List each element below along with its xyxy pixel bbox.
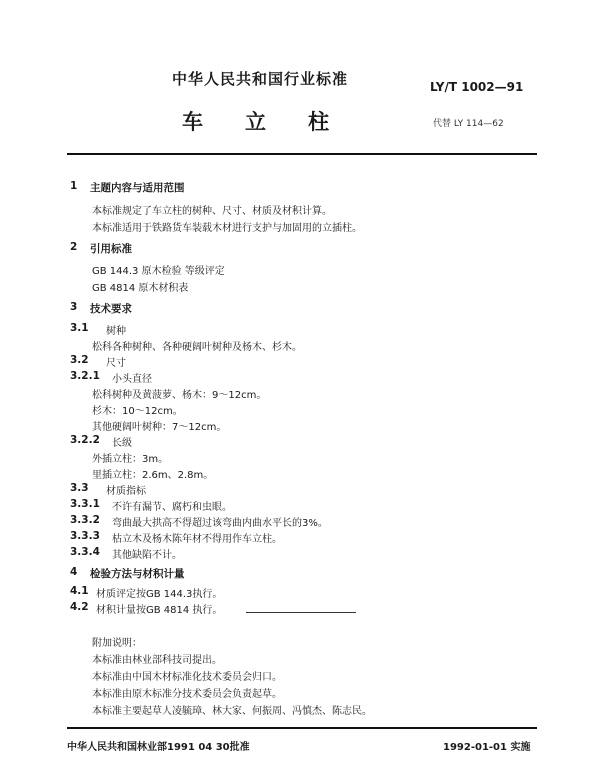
clause-4-1-text: 材质评定按GB 144.3执行。: [96, 589, 223, 600]
reference-gb-4814: GB 4814 原木材积表: [92, 283, 189, 294]
reference-gb-144-3: GB 144.3 原木检验 等级评定: [92, 266, 225, 277]
diameter-line-1: 松科树种及黄菠萝、杨木：9～12cm。: [92, 390, 267, 401]
clause-3-2-2-label: 长级: [112, 438, 132, 449]
clause-4-1-number: 4.1: [70, 585, 89, 597]
length-line-2: 里插立柱：2.6m、2.8m。: [92, 470, 214, 481]
notes-divider: [246, 612, 356, 613]
clause-3-3-4-text: 其他缺陷不计。: [112, 550, 182, 561]
clause-3-2-1-number: 3.2.1: [70, 370, 100, 382]
clause-4-2-text: 材积计量按GB 4814 执行。: [96, 605, 223, 616]
notes-line-2: 本标准由中国木材标准化技术委员会归口。: [92, 672, 282, 683]
diameter-line-3: 其他硬阔叶树种：7～12cm。: [92, 422, 227, 433]
section-1-para-1: 本标准规定了车立柱的树种、尺寸、材质及材积计算。: [92, 206, 332, 217]
clause-3-3-number: 3.3: [70, 482, 89, 494]
standard-code: LY/T 1002—91: [430, 80, 524, 94]
section-1-para-2: 本标准适用于铁路货车装载木材进行支护与加固用的立插柱。: [92, 223, 362, 234]
approval-date: 中华人民共和国林业部1991 04 30批准: [67, 742, 250, 753]
clause-3-1-text: 松科各种树种、各种硬阔叶树种及杨木、杉木。: [92, 342, 302, 353]
diameter-line-2: 杉木：10～12cm。: [92, 406, 183, 417]
section-3-title: 技术要求: [90, 303, 132, 315]
notes-line-3: 本标准由原木标准分技术委员会负责起草。: [92, 689, 282, 700]
length-line-1: 外插立柱：3m。: [92, 454, 169, 465]
clause-3-2-label: 尺寸: [106, 358, 126, 369]
section-2-number: 2: [70, 241, 78, 253]
clause-3-3-3-number: 3.3.3: [70, 530, 100, 542]
clause-3-3-3-text: 枯立木及杨木陈年材不得用作车立柱。: [112, 534, 282, 545]
standard-title: 中华人民共和国行业标准: [172, 70, 349, 88]
document-title: 车立柱: [182, 110, 371, 134]
clause-3-3-1-number: 3.3.1: [70, 498, 100, 510]
clause-3-2-1-label: 小头直径: [112, 374, 152, 385]
effective-date: 1992-01-01 实施: [443, 742, 531, 753]
clause-3-3-1-text: 不许有漏节、腐朽和虫眼。: [112, 502, 232, 513]
clause-3-3-2-number: 3.3.2: [70, 514, 100, 526]
section-2-title: 引用标准: [90, 243, 132, 255]
clause-4-2-number: 4.2: [70, 601, 89, 613]
notes-line-4: 本标准主要起草人凌毓璋、林大家、何振周、冯慎杰、陈志民。: [92, 706, 372, 717]
section-1-title: 主题内容与适用范围: [90, 182, 185, 194]
section-4-number: 4: [70, 566, 78, 578]
section-3-number: 3: [70, 301, 78, 313]
clause-3-1-label: 树种: [106, 326, 126, 337]
clause-3-3-2-text: 弯曲最大拱高不得超过该弯曲内曲水平长的3%。: [112, 518, 328, 529]
footer-rule: [67, 727, 537, 729]
replaces-note: 代替 LY 114—62: [433, 119, 504, 129]
section-4-title: 检验方法与材积计量: [90, 568, 185, 580]
section-1-number: 1: [70, 180, 78, 192]
clause-3-3-label: 材质指标: [106, 486, 146, 497]
header-rule: [67, 153, 537, 155]
clause-3-2-number: 3.2: [70, 354, 89, 366]
notes-heading: 附加说明：: [92, 638, 142, 649]
clause-3-3-4-number: 3.3.4: [70, 546, 100, 558]
notes-line-1: 本标准由林业部科技司提出。: [92, 655, 222, 666]
clause-3-2-2-number: 3.2.2: [70, 434, 100, 446]
clause-3-1-number: 3.1: [70, 322, 89, 334]
